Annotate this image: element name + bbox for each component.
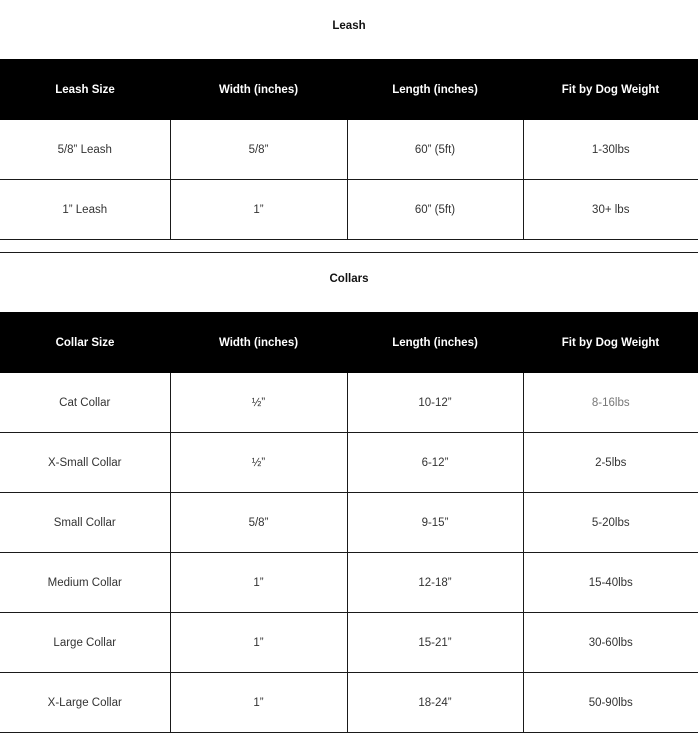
table-cell: ½” bbox=[170, 373, 347, 433]
table-cell: 15-21” bbox=[347, 613, 523, 673]
table-cell: 9-15” bbox=[347, 493, 523, 553]
table-cell: Cat Collar bbox=[0, 373, 170, 433]
table-cell: 5/8” bbox=[170, 120, 347, 180]
table-header-row bbox=[0, 59, 698, 120]
table-cell: 2-5lbs bbox=[523, 433, 698, 493]
leash-size-table bbox=[0, 59, 698, 240]
table-cell: 12-18” bbox=[347, 553, 523, 613]
table-cell: Large Collar bbox=[0, 613, 170, 673]
table-cell: 50-90lbs bbox=[523, 673, 698, 733]
table-row bbox=[0, 493, 698, 553]
table-cell: 1” bbox=[170, 613, 347, 673]
table-cell: 1-30lbs bbox=[523, 120, 698, 180]
table-cell: 1” Leash bbox=[0, 180, 170, 240]
table-row bbox=[0, 613, 698, 673]
collars-section-title: Collars bbox=[329, 273, 369, 285]
table-cell: 10-12” bbox=[347, 373, 523, 433]
table-cell: 5/8” bbox=[170, 493, 347, 553]
table-cell: 60” (5ft) bbox=[347, 180, 523, 240]
table-row bbox=[0, 433, 698, 493]
column-header-fit-by-weight: Fit by Dog Weight bbox=[523, 312, 698, 373]
column-header-leash-size: Leash Size bbox=[0, 59, 170, 120]
column-header-length: Length (inches) bbox=[347, 312, 523, 373]
table-cell: 5-20lbs bbox=[523, 493, 698, 553]
table-cell: 15-40lbs bbox=[523, 553, 698, 613]
leash-section-title: Leash bbox=[332, 20, 366, 32]
table-cell: 30-60lbs bbox=[523, 613, 698, 673]
column-header-fit-by-weight: Fit by Dog Weight bbox=[523, 59, 698, 120]
table-cell: 60” (5ft) bbox=[347, 120, 523, 180]
table-row bbox=[0, 120, 698, 180]
column-header-length: Length (inches) bbox=[347, 59, 523, 120]
table-cell: 5/8” Leash bbox=[0, 120, 170, 180]
table-cell: 18-24” bbox=[347, 673, 523, 733]
collars-size-table bbox=[0, 312, 698, 733]
column-header-width: Width (inches) bbox=[170, 312, 347, 373]
column-header-collar-size: Collar Size bbox=[0, 312, 170, 373]
column-header-width: Width (inches) bbox=[170, 59, 347, 120]
table-cell: 30+ lbs bbox=[523, 180, 698, 240]
table-cell: 1” bbox=[170, 553, 347, 613]
table-cell: ½” bbox=[170, 433, 347, 493]
section-divider bbox=[0, 252, 698, 253]
table-cell: X-Small Collar bbox=[0, 433, 170, 493]
table-cell: 8-16lbs bbox=[523, 373, 698, 433]
table-row bbox=[0, 373, 698, 433]
table-row bbox=[0, 553, 698, 613]
table-cell: 6-12” bbox=[347, 433, 523, 493]
table-header-row bbox=[0, 312, 698, 373]
table-cell: Medium Collar bbox=[0, 553, 170, 613]
table-cell: 1” bbox=[170, 180, 347, 240]
table-cell: 1” bbox=[170, 673, 347, 733]
table-cell: X-Large Collar bbox=[0, 673, 170, 733]
table-cell: Small Collar bbox=[0, 493, 170, 553]
table-row bbox=[0, 673, 698, 733]
table-row bbox=[0, 180, 698, 240]
